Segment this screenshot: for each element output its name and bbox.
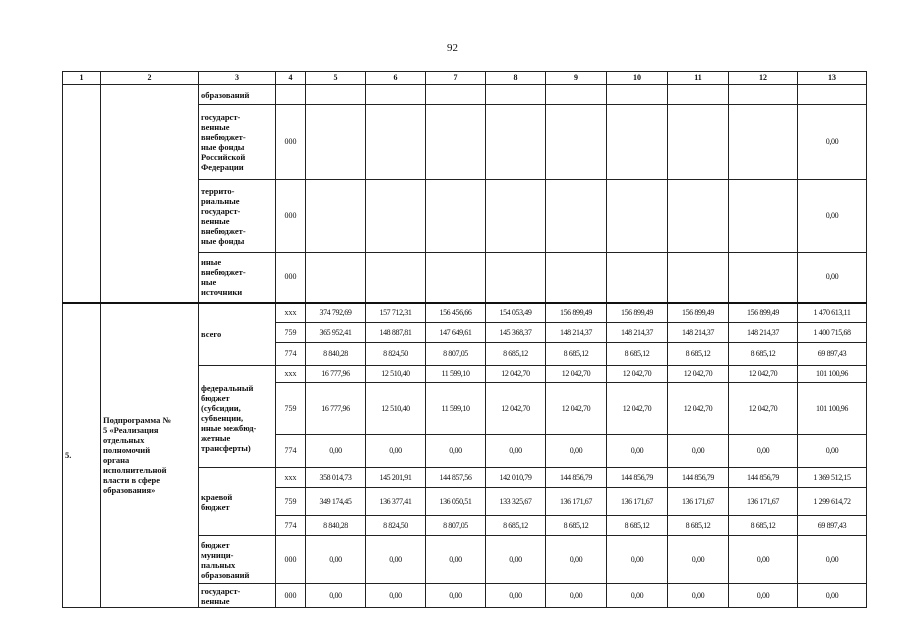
value-cell: 156 899,49 xyxy=(729,303,798,323)
value-cell: 144 856,79 xyxy=(729,468,798,488)
value-cell: 148 214,37 xyxy=(668,323,729,343)
total-cell: 69 897,43 xyxy=(798,516,867,536)
value-cell: 156 899,49 xyxy=(546,303,607,323)
value-cell: 0,00 xyxy=(486,536,546,584)
value-cell: 8 685,12 xyxy=(486,343,546,366)
value-cell: 365 952,41 xyxy=(306,323,366,343)
header-cell: 5 xyxy=(306,72,366,85)
value-cell: 0,00 xyxy=(426,584,486,608)
header-cell: 4 xyxy=(276,72,306,85)
value-cell: 0,00 xyxy=(607,536,668,584)
header-cell: 13 xyxy=(798,72,867,85)
value-cell: 8 840,28 xyxy=(306,516,366,536)
value-cell: 8 685,12 xyxy=(607,516,668,536)
value-cell: 11 599,10 xyxy=(426,383,486,435)
source-label: государст- венные внебюджет- ные фонды Российской Федерации xyxy=(199,105,276,180)
total-cell: 0,00 xyxy=(798,180,867,253)
value-cell: 12 510,40 xyxy=(366,383,426,435)
value-cell: 8 807,05 xyxy=(426,343,486,366)
value-cell: 145 201,91 xyxy=(366,468,426,488)
value-cell: 136 171,67 xyxy=(729,488,798,516)
budget-table xyxy=(62,71,867,608)
value-cell: 136 171,67 xyxy=(607,488,668,516)
header-cell: 8 xyxy=(486,72,546,85)
value-cell: 12 042,70 xyxy=(486,366,546,383)
code-cell: 774 xyxy=(276,343,306,366)
value-cell: 0,00 xyxy=(306,435,366,468)
section-number-cell xyxy=(63,85,101,303)
code-cell: 000 xyxy=(276,253,306,303)
value-cell: 8 685,12 xyxy=(607,343,668,366)
header-cell: 9 xyxy=(546,72,607,85)
value-cell: 8 685,12 xyxy=(546,516,607,536)
value-cell: 8 824,50 xyxy=(366,516,426,536)
total-cell: 0,00 xyxy=(798,435,867,468)
value-cell: 12 510,40 xyxy=(366,366,426,383)
value-cell: 8 807,05 xyxy=(426,516,486,536)
value-cell: 156 456,66 xyxy=(426,303,486,323)
header-cell: 1 xyxy=(63,72,101,85)
total-cell: 1 299 614,72 xyxy=(798,488,867,516)
value-cell: 12 042,70 xyxy=(607,366,668,383)
value-cell: 144 856,79 xyxy=(668,468,729,488)
source-label: краевой бюджет xyxy=(199,468,276,536)
value-cell: 16 777,96 xyxy=(306,383,366,435)
value-cell: 157 712,31 xyxy=(366,303,426,323)
value-cell: 133 325,67 xyxy=(486,488,546,516)
header-cell: 2 xyxy=(101,72,199,85)
value-cell: 8 685,12 xyxy=(729,343,798,366)
section-number: 5. xyxy=(63,303,101,608)
value-cell: 136 171,67 xyxy=(546,488,607,516)
header-cell: 12 xyxy=(729,72,798,85)
value-cell: 0,00 xyxy=(366,584,426,608)
header-row xyxy=(63,72,867,85)
value-cell: 8 685,12 xyxy=(729,516,798,536)
value-cell: 0,00 xyxy=(546,435,607,468)
value-cell: 0,00 xyxy=(668,536,729,584)
code-cell: 000 xyxy=(276,105,306,180)
value-cell: 0,00 xyxy=(486,435,546,468)
total-cell: 1 470 613,11 xyxy=(798,303,867,323)
value-cell: 0,00 xyxy=(607,584,668,608)
source-label: федеральный бюджет (субсидии, субвенции, иные межбюд- жетные трансферты) xyxy=(199,366,276,468)
total-cell: 101 100,96 xyxy=(798,366,867,383)
value-cell: 12 042,70 xyxy=(729,383,798,435)
value-cell: 144 856,79 xyxy=(607,468,668,488)
value-cell: 148 214,37 xyxy=(607,323,668,343)
value-cell: 0,00 xyxy=(668,584,729,608)
value-cell: 148 214,37 xyxy=(729,323,798,343)
value-cell: 0,00 xyxy=(729,536,798,584)
value-cell: 0,00 xyxy=(486,584,546,608)
code-cell: 774 xyxy=(276,435,306,468)
table-row xyxy=(63,303,867,323)
value-cell: 0,00 xyxy=(366,536,426,584)
value-cell: 0,00 xyxy=(729,435,798,468)
code-cell: 774 xyxy=(276,516,306,536)
value-cell: 12 042,70 xyxy=(607,383,668,435)
value-cell: 148 887,81 xyxy=(366,323,426,343)
value-cell: 0,00 xyxy=(546,536,607,584)
header-cell: 11 xyxy=(668,72,729,85)
value-cell: 12 042,70 xyxy=(668,366,729,383)
total-cell: 101 100,96 xyxy=(798,383,867,435)
value-cell: 374 792,69 xyxy=(306,303,366,323)
table-row xyxy=(63,85,867,105)
value-cell: 349 174,45 xyxy=(306,488,366,516)
value-cell: 11 599,10 xyxy=(426,366,486,383)
code-cell: 759 xyxy=(276,383,306,435)
code-cell: 759 xyxy=(276,488,306,516)
value-cell: 136 171,67 xyxy=(668,488,729,516)
value-cell: 0,00 xyxy=(668,435,729,468)
value-cell: 148 214,37 xyxy=(546,323,607,343)
total-cell: 0,00 xyxy=(798,536,867,584)
value-cell: 358 014,73 xyxy=(306,468,366,488)
source-label: всего xyxy=(199,303,276,366)
value-cell: 12 042,70 xyxy=(546,366,607,383)
total-cell: 1 369 512,15 xyxy=(798,468,867,488)
total-cell: 0,00 xyxy=(798,584,867,608)
header-cell: 6 xyxy=(366,72,426,85)
value-cell: 142 010,79 xyxy=(486,468,546,488)
value-cell: 144 857,56 xyxy=(426,468,486,488)
value-cell: 8 840,28 xyxy=(306,343,366,366)
value-cell: 12 042,70 xyxy=(546,383,607,435)
value-cell: 16 777,96 xyxy=(306,366,366,383)
value-cell: 147 649,61 xyxy=(426,323,486,343)
program-cell xyxy=(101,85,199,303)
value-cell: 0,00 xyxy=(306,536,366,584)
value-cell: 8 685,12 xyxy=(668,343,729,366)
value-cell: 154 053,49 xyxy=(486,303,546,323)
header-cell: 7 xyxy=(426,72,486,85)
value-cell: 0,00 xyxy=(426,435,486,468)
source-label: образований xyxy=(199,85,276,105)
source-label: бюджет муници- пальных образований xyxy=(199,536,276,584)
code-cell: ххх xyxy=(276,303,306,323)
total-cell: 0,00 xyxy=(798,105,867,180)
value-cell: 144 856,79 xyxy=(546,468,607,488)
code-cell: ххх xyxy=(276,366,306,383)
page-number: 92 xyxy=(447,42,458,54)
value-cell: 0,00 xyxy=(607,435,668,468)
total-cell: 69 897,43 xyxy=(798,343,867,366)
source-label: государст- венные xyxy=(199,584,276,608)
value-cell: 136 050,51 xyxy=(426,488,486,516)
value-cell: 12 042,70 xyxy=(729,366,798,383)
value-cell: 12 042,70 xyxy=(486,383,546,435)
value-cell: 0,00 xyxy=(729,584,798,608)
header-cell: 10 xyxy=(607,72,668,85)
value-cell: 156 899,49 xyxy=(607,303,668,323)
value-cell: 0,00 xyxy=(546,584,607,608)
value-cell: 136 377,41 xyxy=(366,488,426,516)
source-label: террито- риальные государст- венные внебюджет- ные фонды xyxy=(199,180,276,253)
value-cell: 12 042,70 xyxy=(668,383,729,435)
value-cell: 0,00 xyxy=(306,584,366,608)
code-cell: 000 xyxy=(276,584,306,608)
code-cell: 000 xyxy=(276,180,306,253)
value-cell: 8 685,12 xyxy=(668,516,729,536)
value-cell: 0,00 xyxy=(366,435,426,468)
total-cell: 1 400 715,68 xyxy=(798,323,867,343)
value-cell: 8 685,12 xyxy=(546,343,607,366)
value-cell: 8 685,12 xyxy=(486,516,546,536)
source-label: иные внебюджет- ные источники xyxy=(199,253,276,303)
code-cell: 000 xyxy=(276,536,306,584)
value-cell: 145 368,37 xyxy=(486,323,546,343)
subprogram-title: Подпрограмма № 5 «Реализация отдельных полномочий органа исполнительной власти в сфере образования» xyxy=(101,303,199,608)
value-cell: 8 824,50 xyxy=(366,343,426,366)
value-cell: 0,00 xyxy=(426,536,486,584)
total-cell: 0,00 xyxy=(798,253,867,303)
code-cell: 759 xyxy=(276,323,306,343)
code-cell: ххх xyxy=(276,468,306,488)
value-cell: 156 899,49 xyxy=(668,303,729,323)
header-cell: 3 xyxy=(199,72,276,85)
